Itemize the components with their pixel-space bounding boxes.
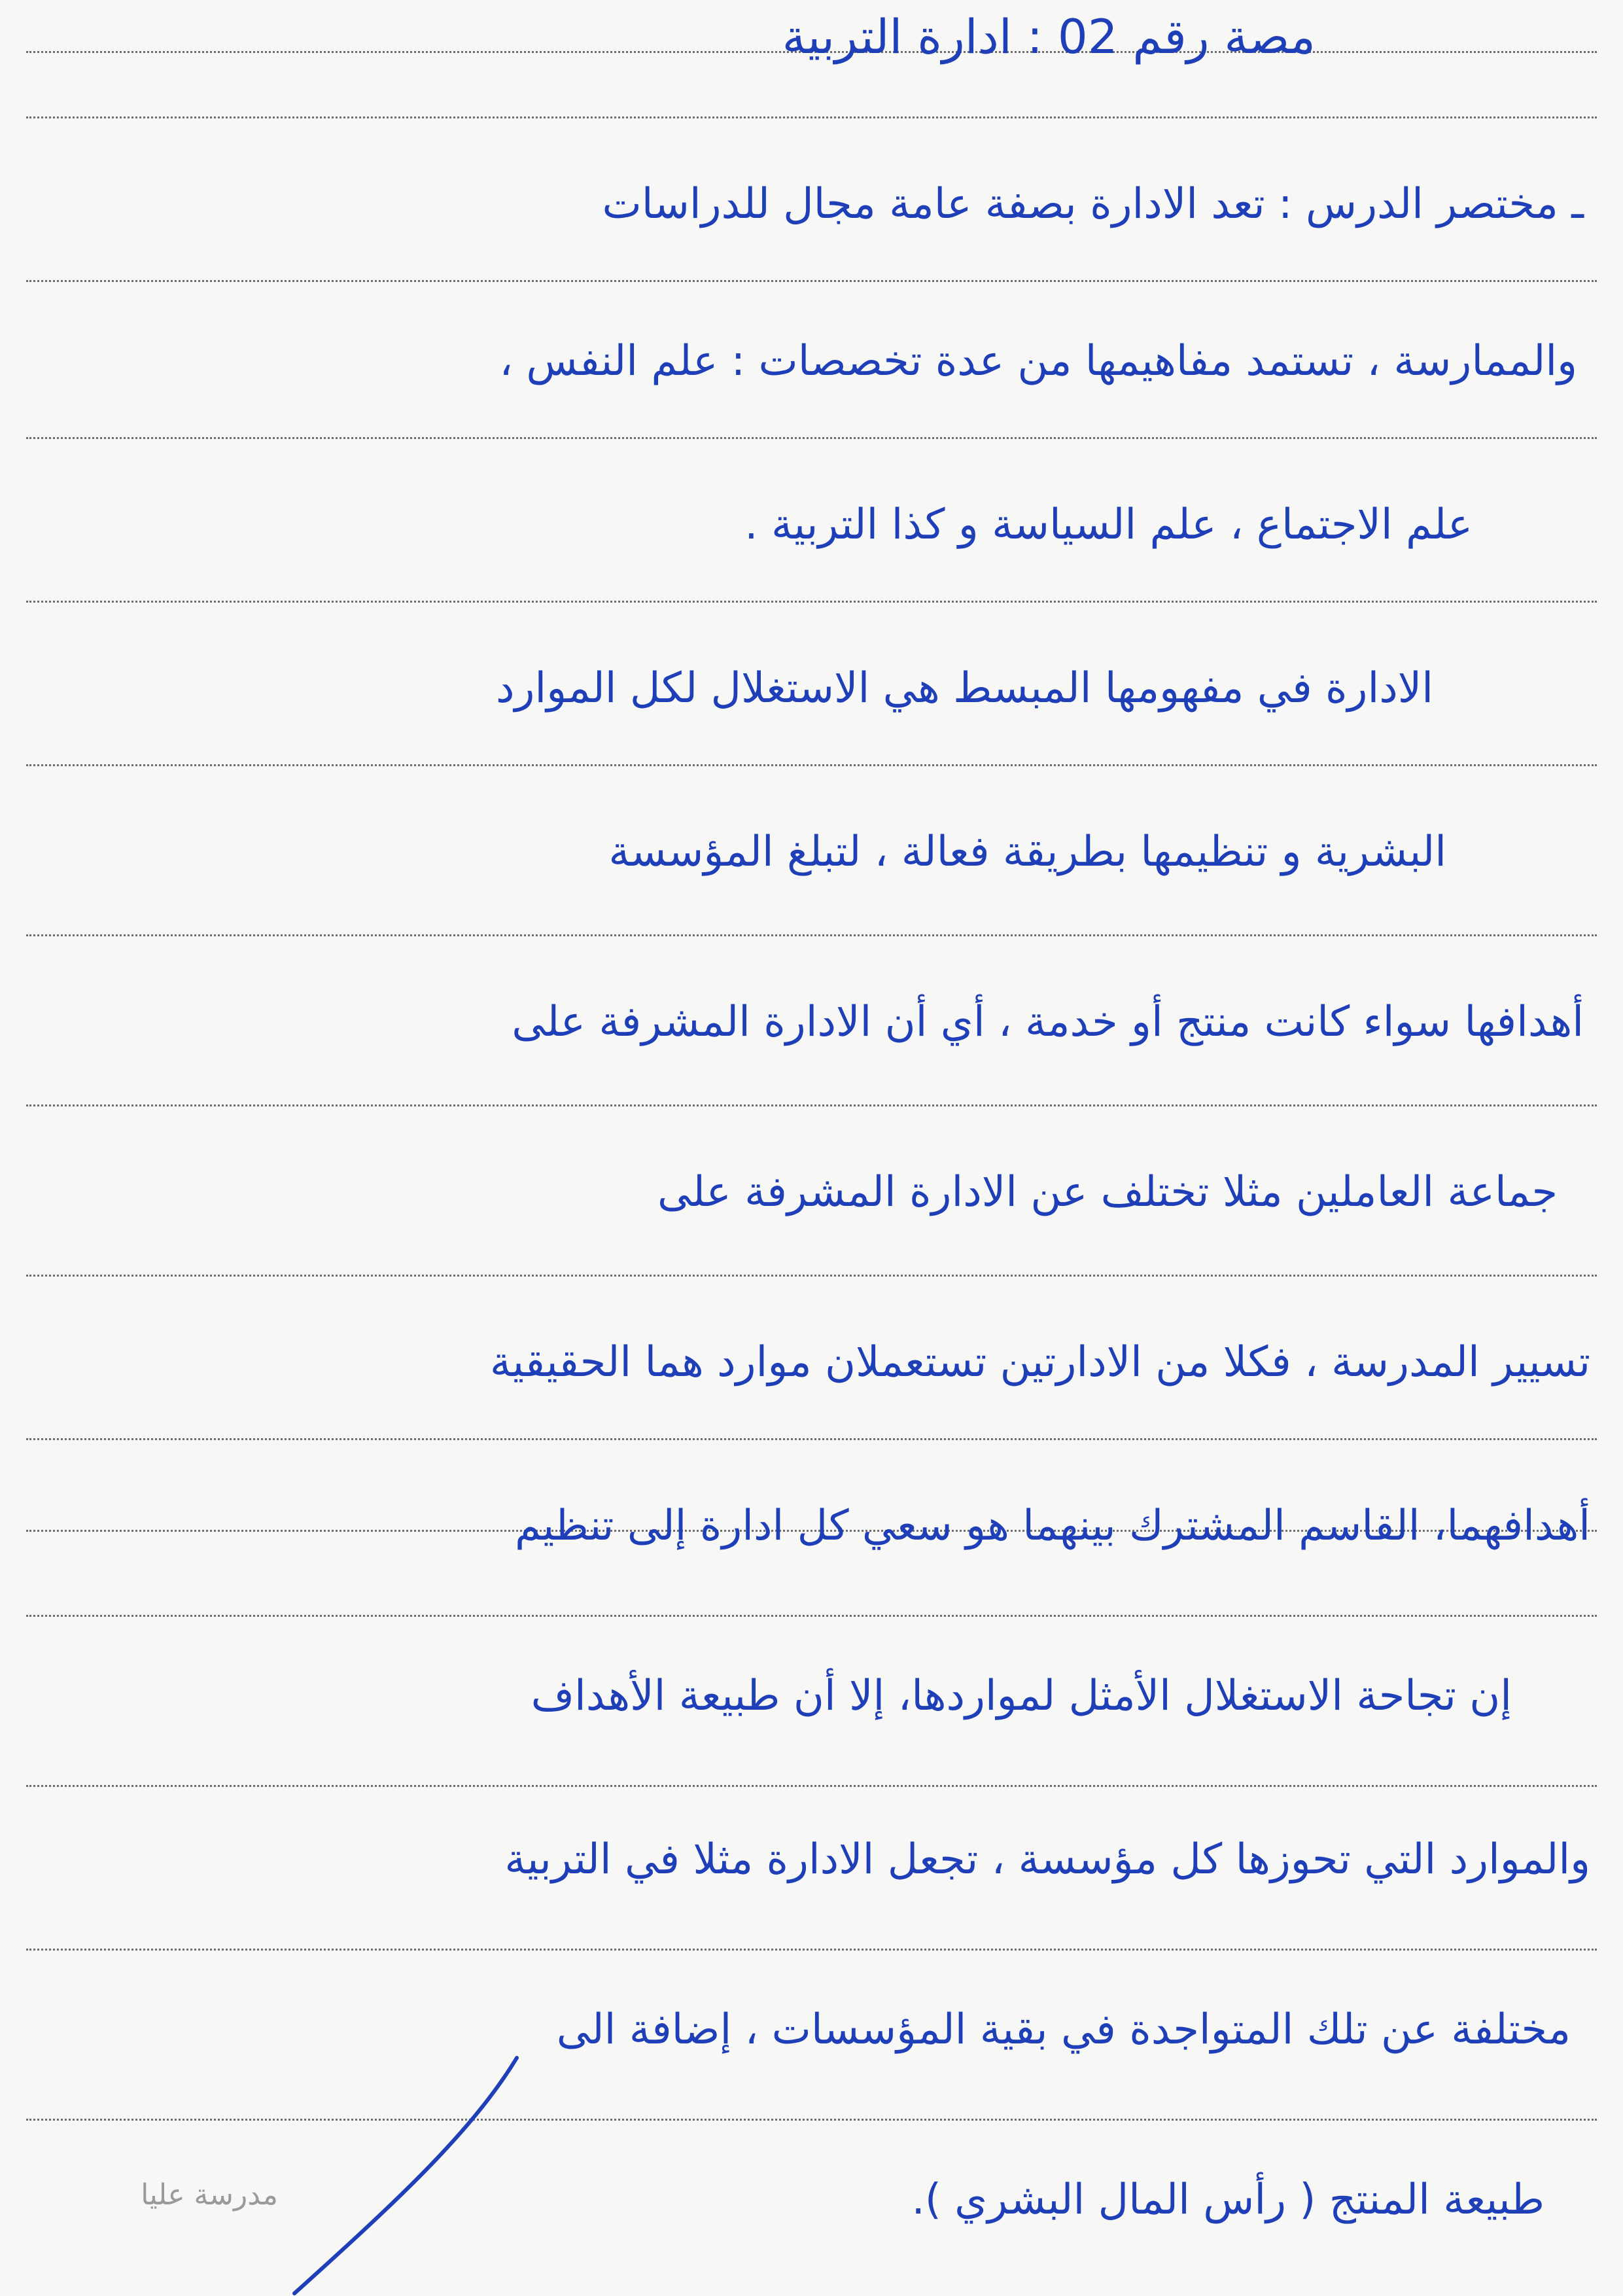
margin-note-text: مدرسة عليا <box>141 2178 278 2212</box>
text-line-2: والممارسة ، تستمد مفاهيمها من عدة تخصصات : علم النفس ، <box>499 337 1577 385</box>
text-line-3: علم الاجتماع ، علم السياسة و كذا التربية . <box>744 501 1473 549</box>
text-line-10: إن تجاحة الاستغلال الأمثل لمواردها، إلا أن طبيعة الأهداف <box>531 1672 1512 1720</box>
text-line-11: والموارد التي تحوزها كل مؤسسة ، تجعل الادارة مثلا في التربية <box>504 1835 1590 1884</box>
ruled-line <box>26 1785 1597 1787</box>
ruled-line <box>26 116 1597 118</box>
ruled-line <box>26 1275 1597 1277</box>
ruled-line <box>26 2119 1597 2121</box>
text-line-9: أهدافهما، القاسم المشترك بينهما هو سعي كل ادارة إلى تنظيم <box>514 1502 1590 1550</box>
ruled-line <box>26 1949 1597 1951</box>
text-line-6: أهدافها سواء كانت منتج أو خدمة ، أي أن الادارة المشرفة على <box>512 998 1584 1046</box>
text-line-12: مختلفة عن تلك المتواجدة في بقية المؤسسات ، إضافة الى <box>556 2005 1571 2054</box>
margin-note <box>26 2166 393 2225</box>
ruled-line <box>26 1438 1597 1440</box>
text-line-13: طبيعة المنتج ( رأس المال البشري ). <box>911 2176 1544 2224</box>
ruled-line <box>26 934 1597 936</box>
ruled-line <box>26 764 1597 766</box>
text-line-5: البشرية و تنظيمها بطريقة فعالة ، لتبلغ المؤسسة <box>608 828 1446 876</box>
text-line-1: ـ مختصر الدرس : تعد الادارة بصفة عامة مجال للدراسات <box>602 180 1584 228</box>
ruled-line <box>26 1615 1597 1617</box>
ruled-line <box>26 280 1597 282</box>
text-line-7: جماعة العاملين مثلا تختلف عن الادارة المشرفة على <box>657 1168 1558 1216</box>
ruled-line <box>26 601 1597 603</box>
text-line-4: الادارة في مفهومها المبسط هي الاستغلال لكل الموارد <box>496 664 1433 713</box>
ruled-line <box>26 1104 1597 1106</box>
page-title: مصة رقم 02 : ادارة التربية <box>782 9 1316 64</box>
ruled-line <box>26 437 1597 439</box>
text-line-8: تسيير المدرسة ، فكلا من الادارتين تستعملان موارد هما الحقيقية <box>489 1338 1590 1386</box>
